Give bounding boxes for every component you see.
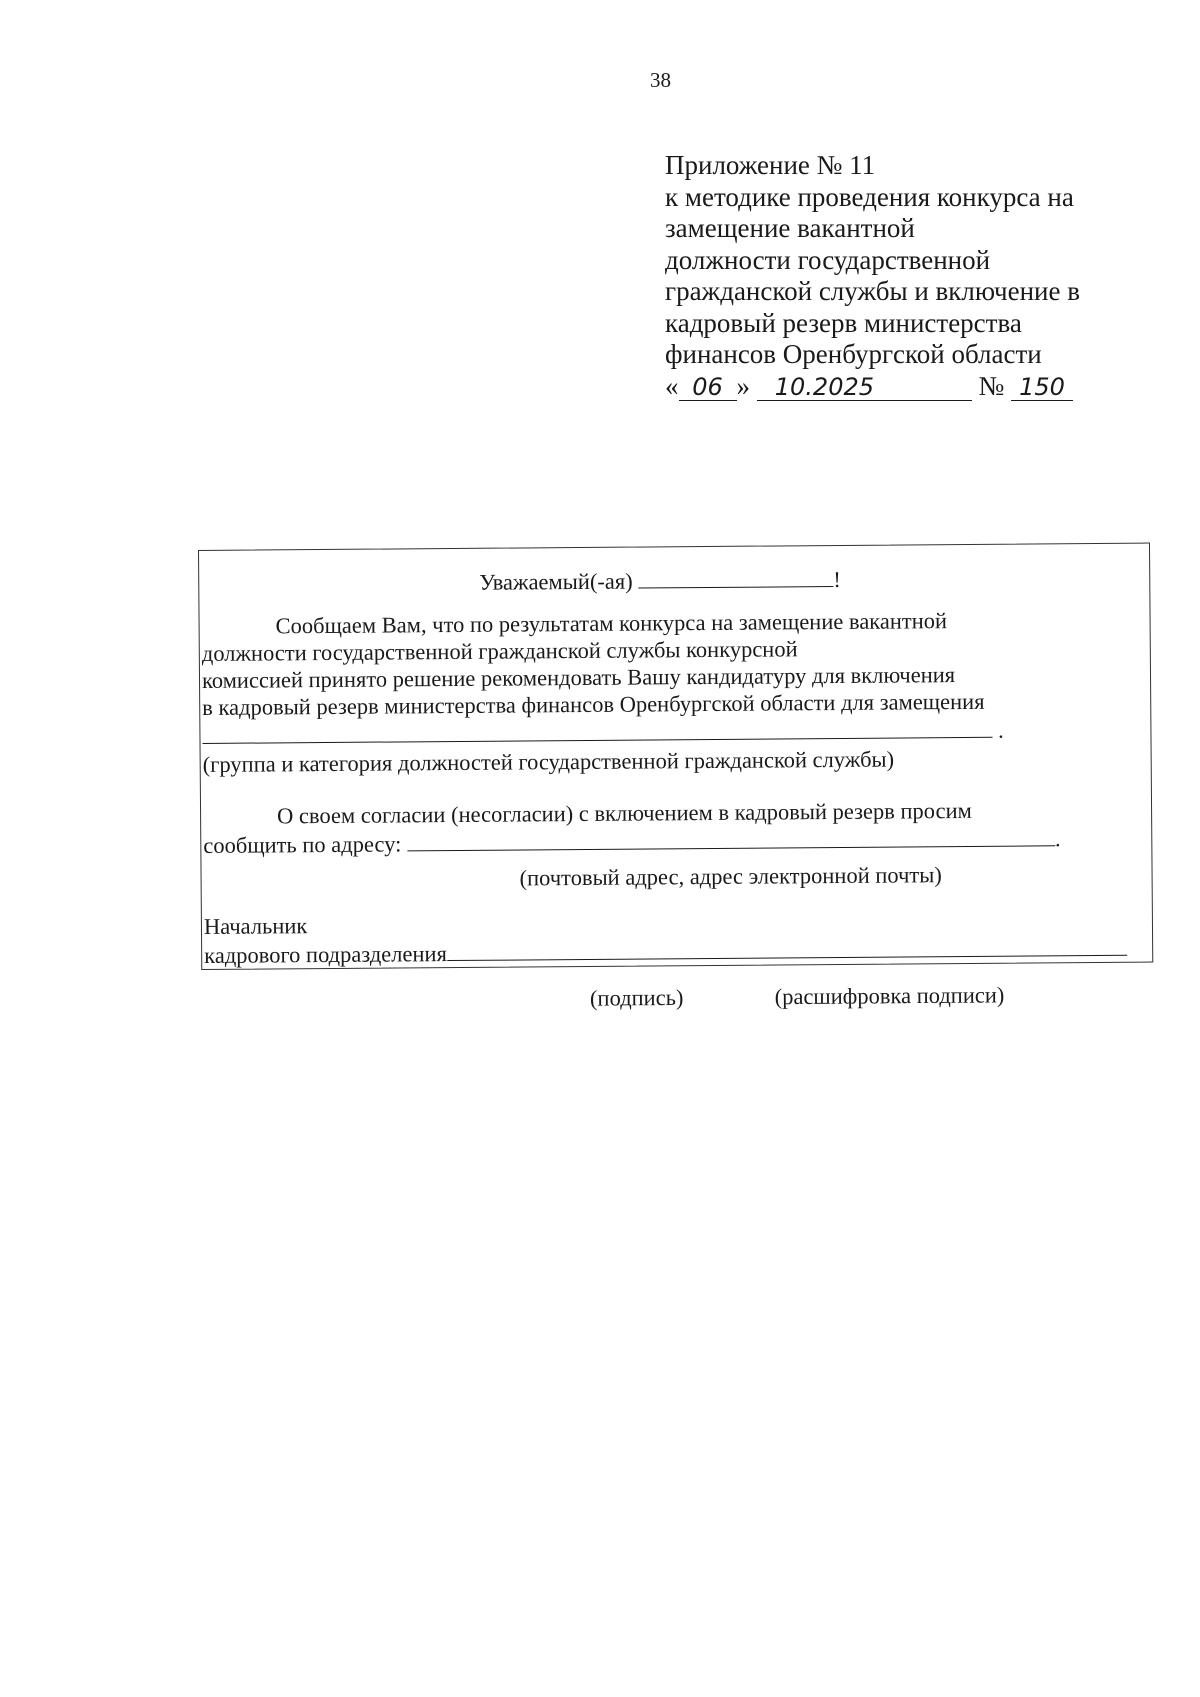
date-close-quote: » [736,370,750,401]
date-month-year-handwritten: 10.2025 [757,374,972,401]
date-day-handwritten: 06 [679,374,737,401]
paragraph-line: в кадровый резерв министерства финансов Оренбургской области для замещения [202,688,985,720]
appendix-line: кадровый резерв министерства [665,307,1022,338]
signer-department-line [204,933,1127,969]
paragraph-line: Сообщаем Вам, что по результатам конкурса на замещение вакантной [275,608,948,639]
paragraph-line: комиссией принято решение рекомендовать Вашу кандидатуру для включения [201,662,956,693]
number-sign: № [978,370,1005,401]
appendix-line: замещение вакантной [665,213,915,243]
salutation-line [479,564,841,596]
appendix-line: к методике проведения конкурса на [665,181,1074,212]
recipient-name-blank [638,564,833,589]
paragraph-line: должности государственной гражданской службы конкурсной [201,636,798,666]
position-group-blank [202,715,992,744]
signature-captions [590,982,1005,1011]
address-label: сообщить по адресу: [203,831,402,858]
signer-title-line: Начальник [203,913,308,939]
appendix-header [665,150,1135,402]
address-blank [407,823,1055,851]
consent-paragraph [203,796,1103,859]
appendix-line: должности государственной [665,244,991,275]
position-group-caption: (группа и категория должностей государственной гражданской службы) [202,746,895,777]
paragraph-line: О своем согласии (несогласии) с включением в кадровый резерв просим [276,797,972,829]
appendix-line: гражданской службы и включение в [665,276,1080,306]
appendix-title: Приложение № 11 [665,150,876,180]
salutation-end: ! [833,566,841,593]
address-caption: (почтовый адрес, адрес электронной почты) [519,862,942,891]
address-line [203,823,1103,859]
appendix-date-line [665,371,1135,403]
caption-spacer [689,1004,769,1005]
letter-template-box [198,543,1153,970]
address-end-dot: . [1054,826,1061,852]
appendix-line: финансов Оренбургской области [665,339,1042,369]
notification-paragraph [201,606,1062,721]
signer-department: кадрового подразделения [204,941,447,968]
fill-end-dot: . [997,717,1004,743]
signer-block [204,906,1127,969]
order-number-handwritten: 150 [1011,374,1073,401]
signature-decode-caption: (расшифровка подписи) [774,982,1005,1010]
signature-caption: (подпись) [589,984,684,1011]
date-open-quote: « [665,370,679,401]
page-number: 38 [650,68,671,92]
signature-blank [447,933,1127,961]
salutation-text: Уважаемый(-ая) [479,568,633,595]
